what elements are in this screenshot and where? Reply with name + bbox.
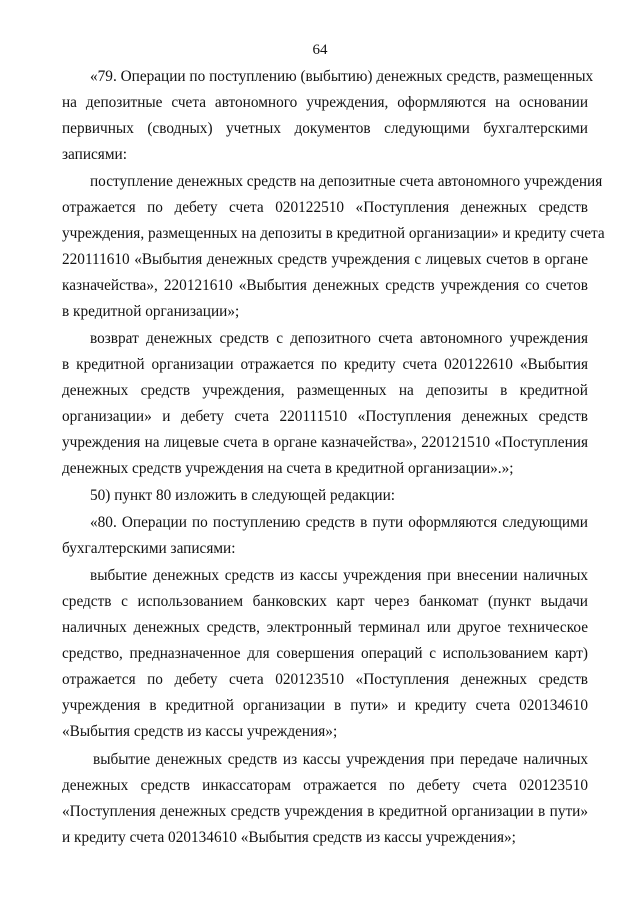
text-line: учреждения, размещенных на депозиты в кредитной организации» и кредиту счета [62,225,605,242]
text-line: наличных денежных средств, электронный терминал или другое техническое [62,619,588,636]
text-line: казначейства», 220121610 «Выбытия денежных средств учреждения со счетов [62,277,588,294]
text-line: поступление денежных средств на депозитные счета автономного учреждения [90,173,603,190]
text-line: выбытие денежных средств из кассы учреждения при внесении наличных [90,567,588,584]
text-line: «80. Операции по поступлению средств в пути оформляются следующими [90,514,588,531]
text-line: денежных средств учреждения, размещенных на депозиты в кредитной [62,382,588,399]
text-line: учреждения в кредитной организации в пути» и кредиту счета 020134610 [62,697,588,714]
text-line: денежных средств учреждения на счета в кредитной организации».»; [62,460,514,477]
text-line: отражается по дебету счета 020122510 «Поступления денежных средств [62,199,588,216]
text-line: организации» и дебету счета 220111510 «Поступления денежных средств [62,408,588,425]
text-line: в кредитной организации отражается по кредиту счета 020122610 «Выбытия [62,356,588,373]
text-line: возврат денежных средств с депозитного счета автономного учреждения [90,330,588,347]
text-line: денежных средств инкассаторам отражается по дебету счета 020123510 [62,777,588,794]
text-line: на депозитные счета автономного учреждения, оформляются на основании [62,94,588,111]
text-line: «Поступления денежных средств учреждения в кредитной организации в пути» [62,803,588,820]
text-line: «Выбытия средств из кассы учреждения»; [62,723,338,740]
text-line: отражается по дебету счета 020123510 «Поступления денежных средств [62,671,588,688]
text-line: 50) пункт 80 изложить в следующей редакции: [90,487,396,504]
text-line: 220111610 «Выбытия денежных средств учреждения с лицевых счетов в органе [62,251,588,268]
text-line: выбытие денежных средств из кассы учреждения при передаче наличных [93,751,588,768]
text-line: «79. Операции по поступлению (выбытию) денежных средств, размещенных [90,68,594,85]
text-line: учреждения на лицевые счета в органе казначейства», 220121510 «Поступления [62,434,588,451]
page-number: 64 [312,42,328,58]
text-line: средство, предназначенное для совершения операций с использованием карт) [62,645,588,662]
text-line: средств с использованием банковских карт через банкомат (пункт выдачи [62,593,588,610]
text-line: записями: [62,146,127,163]
text-line: в кредитной организации»; [62,303,240,320]
text-line: первичных (сводных) учетных документов следующими бухгалтерскими [62,120,588,137]
text-line: и кредиту счета 020134610 «Выбытия средств из кассы учреждения»; [62,829,516,846]
text-line: бухгалтерскими записями: [62,540,236,557]
